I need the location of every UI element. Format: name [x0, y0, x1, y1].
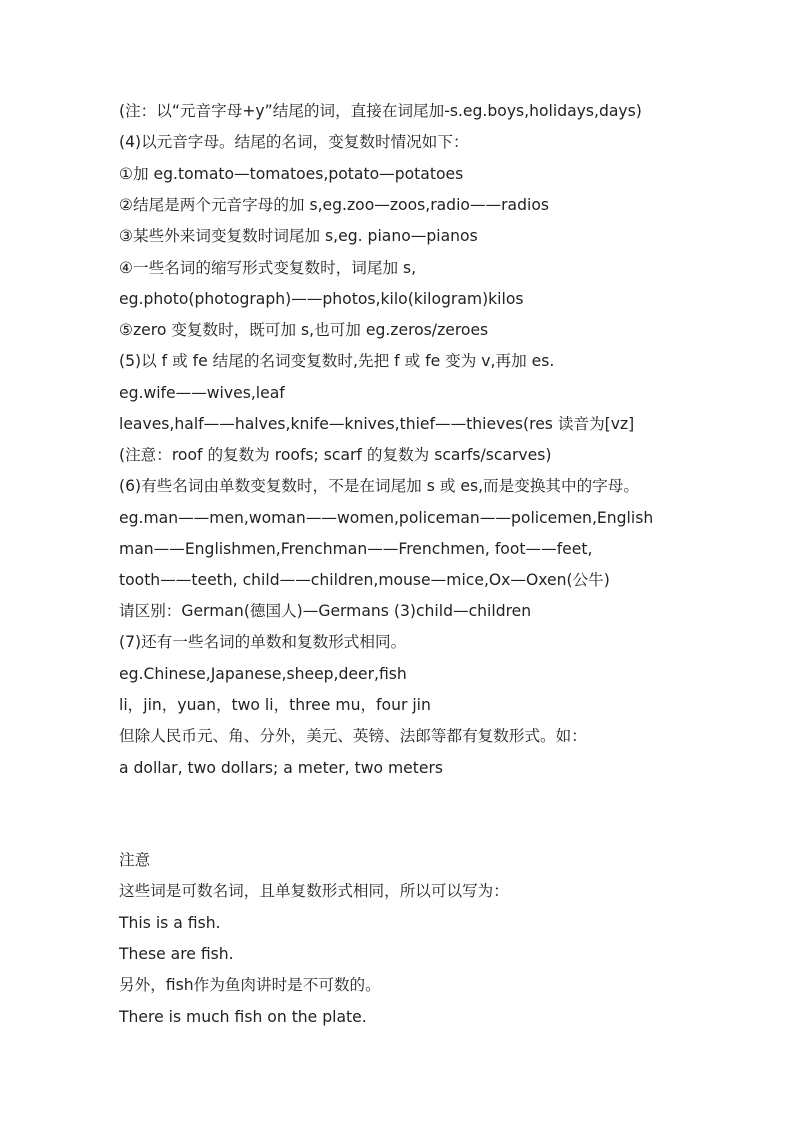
text-line-3: ①加 eg.tomato—tomatoes,potato—potatoes: [119, 165, 464, 183]
text-line-16: tooth——teeth, child——children,mouse—mice,Ox—Oxen(公牛): [119, 571, 610, 589]
text-line-19: eg.Chinese,Japanese,sheep,deer,fish: [119, 665, 407, 683]
text-line-4: ②结尾是两个元音字母的加 s,eg.zoo—zoos,radio——radios: [119, 196, 549, 214]
note-line-1: 这些词是可数名词，且单复数形式相同，所以可以写为：: [119, 882, 509, 900]
note-heading: 注意: [119, 851, 151, 869]
text-line-21: 但除人民币元、角、分外，美元、英镑、法郎等都有复数形式。如：: [119, 727, 587, 745]
text-line-2: (4)以元音字母。结尾的名词，变复数时情况如下：: [119, 133, 469, 151]
text-line-13: (6)有些名词由单数变复数时，不是在词尾加 s 或 es,而是变换其中的字母。: [119, 477, 639, 495]
text-line-1: (注：以“元音字母+y”结尾的词，直接在词尾加-s.eg.boys,holidays,days): [119, 102, 642, 120]
note-line-5: There is much fish on the plate.: [119, 1008, 367, 1026]
text-line-18: (7)还有一些名词的单数和复数形式相同。: [119, 633, 407, 651]
note-line-4: 另外，fish作为鱼肉讲时是不可数的。: [119, 976, 381, 994]
text-line-5: ③某些外来词变复数时词尾加 s,eg. piano—pianos: [119, 227, 478, 245]
text-line-8: ⑤zero 变复数时，既可加 s,也可加 eg.zeros/zeroes: [119, 321, 489, 339]
text-line-17: 请区别：German(德国人)—Germans (3)child—children: [119, 602, 532, 620]
text-line-12: (注意：roof 的复数为 roofs; scarf 的复数为 scarfs/scarves): [119, 446, 552, 464]
text-line-11: leaves,half——halves,knife—knives,thief——thieves(res 读音为[vz]: [119, 415, 635, 433]
text-line-22: a dollar, two dollars; a meter, two meters: [119, 759, 443, 777]
note-line-3: These are fish.: [119, 945, 234, 963]
text-line-10: eg.wife——wives,leaf: [119, 384, 285, 402]
text-line-7: eg.photo(photograph)——photos,kilo(kilogram)kilos: [119, 290, 524, 308]
text-line-15: man——Englishmen,Frenchman——Frenchmen, foot——feet,: [119, 540, 593, 558]
note-line-2: This is a fish.: [119, 914, 221, 932]
text-line-6: ④一些名词的缩写形式变复数时，词尾加 s,: [119, 259, 417, 277]
text-line-9: (5)以 f 或 fe 结尾的名词变复数时,先把 f 或 fe 变为 v,再加 es.: [119, 352, 555, 370]
text-line-20: li，jin，yuan，two li，three mu，four jin: [119, 696, 431, 714]
text-line-14: eg.man——men,woman——women,policeman——policemen,English: [119, 509, 654, 527]
